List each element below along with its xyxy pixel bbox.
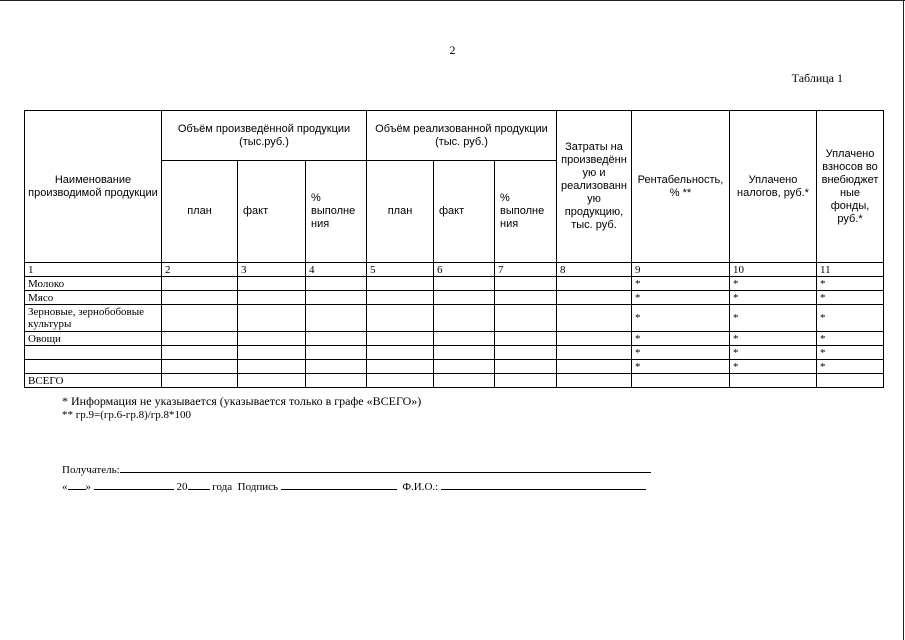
table-row	[25, 291, 884, 305]
header-sold-plan: план	[367, 161, 434, 263]
cell-profitability: *	[632, 305, 730, 332]
header-sold-group: Объём реализованной продукции (тыс. руб.)	[367, 111, 557, 161]
table-row	[25, 360, 884, 374]
report-table	[24, 110, 884, 388]
cell-profitability: *	[632, 360, 730, 374]
cell-profitability: *	[632, 332, 730, 346]
cell-fees: *	[817, 332, 884, 346]
cell-taxes: *	[730, 277, 817, 291]
header-costs: Затраты на произведённ ую и реализованн ую продукцию, тыс. руб.	[557, 111, 632, 263]
page-number: 2	[449, 43, 456, 57]
sign-label: Подпись	[237, 481, 279, 493]
column-number: 6	[434, 263, 495, 277]
header-produced-pct: % выполне ния	[306, 161, 367, 263]
cell-fees: *	[817, 291, 884, 305]
page-right-edge	[903, 0, 904, 640]
table-row	[25, 346, 884, 360]
cell-profitability: *	[632, 277, 730, 291]
header-produced-fact: факт	[238, 161, 306, 263]
cell-taxes: *	[730, 360, 817, 374]
signature-block	[62, 461, 651, 495]
cell-fees: *	[817, 305, 884, 332]
column-number-row	[25, 263, 884, 277]
column-number: 10	[730, 263, 817, 277]
header-sold-fact: факт	[434, 161, 495, 263]
column-number: 3	[238, 263, 306, 277]
cell-taxes: *	[730, 346, 817, 360]
year-prefix: 20	[176, 481, 188, 493]
recipient-line	[62, 461, 651, 478]
row-name	[25, 360, 162, 374]
header-produced-plan: план	[162, 161, 238, 263]
row-name: Мясо	[25, 291, 162, 305]
table-row	[25, 277, 884, 291]
month-field[interactable]	[94, 478, 174, 490]
row-name: ВСЕГО	[25, 374, 162, 388]
fio-field[interactable]	[441, 478, 646, 490]
cell-taxes: *	[730, 332, 817, 346]
footnotes	[62, 394, 421, 422]
column-number: 2	[162, 263, 238, 277]
row-name	[25, 346, 162, 360]
recipient-field[interactable]	[120, 461, 651, 473]
cell-fees: *	[817, 346, 884, 360]
quote-close: »	[85, 481, 91, 493]
column-number: 9	[632, 263, 730, 277]
cell-fees: *	[817, 360, 884, 374]
header-taxes: Уплачено налогов, руб.*	[730, 111, 817, 263]
signature-field[interactable]	[281, 478, 397, 490]
quote-open: «	[62, 481, 68, 493]
column-number: 4	[306, 263, 367, 277]
cell-taxes: *	[730, 291, 817, 305]
footnote-2: ** гр.9=(гр.6-гр.8)/гр.8*100	[62, 409, 192, 421]
cell-profitability	[632, 374, 730, 388]
recipient-label: Получатель:	[62, 464, 120, 476]
row-name: Зерновые, зернобобовые культуры	[25, 305, 162, 332]
header-fees: Уплачено взносов во внебюджет ные фонды, руб.*	[817, 111, 884, 263]
cell-fees	[817, 374, 884, 388]
cell-profitability: *	[632, 291, 730, 305]
row-name: Овощи	[25, 332, 162, 346]
table-label: Таблица 1	[791, 71, 843, 85]
table-row	[25, 332, 884, 346]
header-profitability: Рентабельность, % **	[632, 111, 730, 263]
header-product-name: Наименование производимой продукции	[25, 111, 162, 263]
page-top-edge	[0, 0, 905, 1]
header-sold-pct: % выполне ния	[495, 161, 557, 263]
table-row-total	[25, 374, 884, 388]
column-number: 8	[557, 263, 632, 277]
footnote-1: * Информация не указывается (указывается только в графе «ВСЕГО»)	[62, 394, 422, 408]
header-produced-group: Объём произведённой продукции (тыс.руб.)	[162, 111, 367, 161]
year-field[interactable]	[188, 478, 210, 490]
cell-profitability: *	[632, 346, 730, 360]
table-row	[25, 305, 884, 332]
column-number: 5	[367, 263, 434, 277]
date-signature-line	[62, 478, 651, 495]
row-name: Молоко	[25, 277, 162, 291]
cell-fees: *	[817, 277, 884, 291]
column-number: 1	[25, 263, 162, 277]
year-suffix: года	[212, 481, 233, 493]
column-number: 11	[817, 263, 884, 277]
fio-label: Ф.И.О.:	[402, 481, 439, 493]
cell-taxes	[730, 374, 817, 388]
day-field[interactable]	[68, 478, 86, 490]
cell-taxes: *	[730, 305, 817, 332]
column-number: 7	[495, 263, 557, 277]
